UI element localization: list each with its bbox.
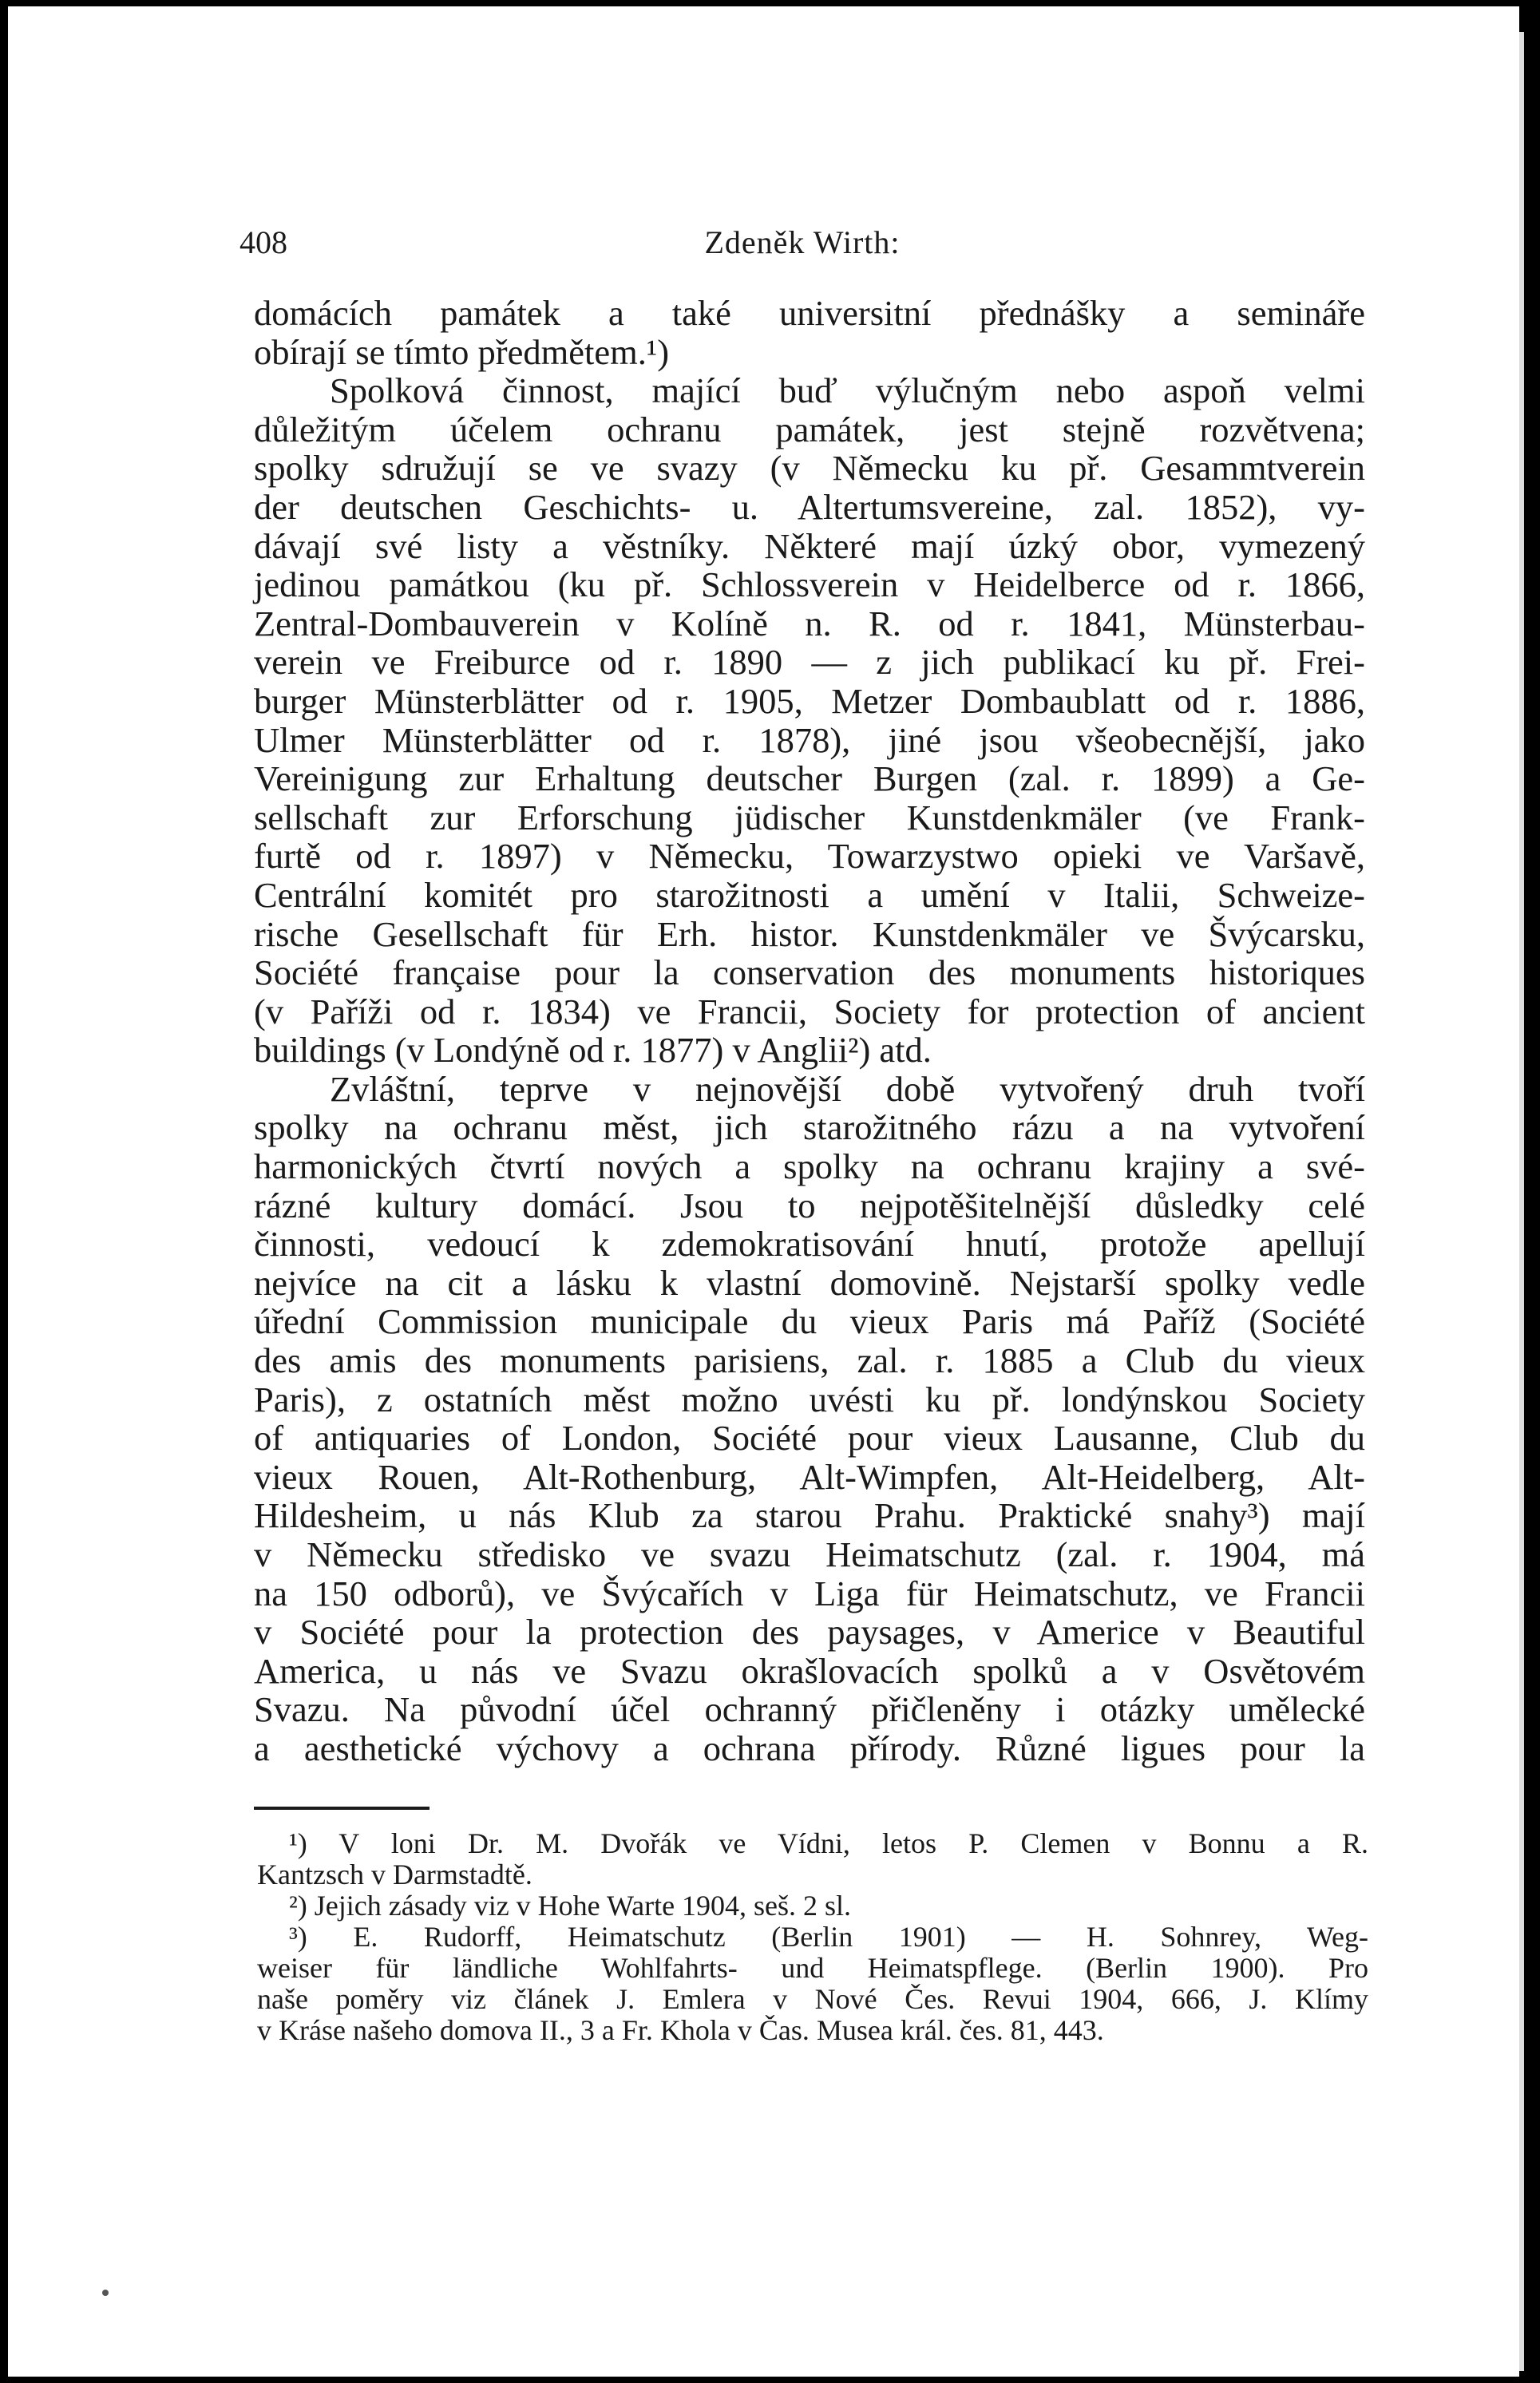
text-line: spolky sdružují se ve svazy (v Německu ku př. Gesammtverein [254,448,1365,489]
footnote-line: Kantzsch v Darmstadtě. [257,1859,532,1890]
footnote-line: weiser für ländliche Wohlfahrts- und Heimatspflege. (Berlin 1900). Pro [257,1952,1368,1984]
text-line: činnosti, vedoucí k zdemokratisování hnutí, protože apellují [254,1224,1365,1265]
text-line: der deutschen Geschichts- u. Altertumsvereine, zal. 1852), vy- [254,486,1365,527]
text-line: na 150 odborů), ve Švýcařích v Liga für Heimatschutz, ve Francii [254,1573,1365,1613]
running-head: Zdeněk Wirth: [704,224,901,260]
text-line: Hildesheim, u nás Klub za starou Prahu. Praktické snahy³) mají [254,1495,1365,1536]
text-line: furtě od r. 1897) v Německu, Towarzystwo opieki ve Varšavě, [254,836,1365,877]
text-line: v Německu středisko ve svazu Heimatschutz (zal. r. 1904, má [254,1534,1365,1574]
text-line: obírají se tímto předmětem.¹) [254,331,670,372]
text-line: důležitým účelem ochranu památek, jest stejně rozvětvena; [254,409,1365,449]
page-number: 408 [240,224,287,260]
text-line: of antiquaries of London, Société pour vieux Lausanne, Club du [254,1418,1365,1459]
text-line: rázné kultury domácí. Jsou to nejpotěšitelnější důsledky celé [254,1185,1365,1225]
footnote-line: ²) Jejich zásady viz v Hohe Warte 1904, seš. 2 sl. [289,1890,852,1922]
text-line: verein ve Freiburce od r. 1890 — z jich publikací ku př. Frei- [254,642,1365,683]
footnote-line: v Kráse našeho domova II., 3 a Fr. Khola v Čas. Musea král. čes. 81, 443. [257,2014,1104,2046]
text-line: v Société pour la protection des paysages, v Americe v Beautiful [254,1612,1365,1653]
text-line: Société française pour la conservation des monuments historiques [254,952,1365,993]
text-line: des amis des monuments parisiens, zal. r. 1885 a Club du vieux [254,1340,1365,1381]
text-line: spolky na ochranu měst, jich starožitného rázu a na vytvoření [254,1107,1365,1148]
footnote-line: naše poměry viz článek J. Emlera v Nové Čes. Revui 1904, 666, J. Klímy [257,1983,1368,2015]
text-line: domácích památek a také universitní přednášky a semináře [254,293,1365,333]
text-line: Spolková činnost, mající buď výlučným nebo aspoň velmi [330,370,1365,411]
text-line: dávají své listy a věstníky. Některé mají úzký obor, vymezený [254,525,1365,566]
main-text-block [254,294,1365,1768]
text-line: harmonických čtvrtí nových a spolky na ochranu krajiny a své- [254,1146,1365,1187]
text-line: sellschaft zur Erforschung jüdischer Kunstdenkmäler (ve Frank- [254,797,1365,837]
text-line: a aesthetické výchovy a ochrana přírody. Různé ligues pour la [254,1728,1365,1768]
text-line: Ulmer Münsterblätter od r. 1878), jiné jsou všeobecnější, jako [254,719,1365,760]
text-line: (v Paříži od r. 1834) ve Francii, Society for protection of ancient [254,991,1365,1031]
text-line: Zentral-Dombauverein v Kolíně n. R. od r. 1841, Münsterbau- [254,603,1365,643]
text-line: buildings (v Londýně od r. 1877) v Anglii²) atd. [254,1030,932,1071]
footnote-separator [254,1807,430,1810]
text-line: nejvíce na cit a lásku k vlastní domovině. Nejstarší spolky vedle [254,1262,1365,1303]
footnotes-block [257,1828,1368,2046]
text-line: rische Gesellschaft für Erh. histor. Kunstdenkmäler ve Švýcarsku, [254,913,1365,954]
text-line: Vereinigung zur Erhaltung deutscher Burgen (zal. r. 1899) a Ge- [254,758,1365,799]
page-header [240,224,1365,268]
text-line: Svazu. Na původní účel ochranný přičleněny i otázky umělecké [254,1689,1365,1730]
text-line: America, u nás ve Svazu okrašlovacích spolků a v Osvětovém [254,1650,1365,1691]
text-line: Zvláštní, teprve v nejnovější době vytvořený druh tvoří [330,1068,1365,1109]
page-edge-shadow [1519,32,1524,2371]
footnote-line: ³) E. Rudorff, Heimatschutz (Berlin 1901) — H. Sohnrey, Weg- [289,1921,1368,1953]
footnote-line: ¹) V loni Dr. M. Dvořák ve Vídni, letos P. Clemen v Bonnu a R. [289,1827,1368,1859]
text-line: vieux Rouen, Alt-Rothenburg, Alt-Wimpfen, Alt-Heidelberg, Alt- [254,1456,1365,1497]
text-line: úřední Commission municipale du vieux Paris má Paříž (Société [254,1301,1365,1342]
text-line: jedinou památkou (ku př. Schlossverein v Heidelberce od r. 1866, [254,564,1365,605]
text-line: Paris), z ostatních měst možno uvésti ku př. londýnskou Society [254,1379,1365,1419]
scan-speck [102,2290,109,2296]
text-line: Centrální komitét pro starožitnosti a umění v Italii, Schweize- [254,874,1365,915]
text-line: burger Münsterblätter od r. 1905, Metzer Dombaublatt od r. 1886, [254,680,1365,721]
